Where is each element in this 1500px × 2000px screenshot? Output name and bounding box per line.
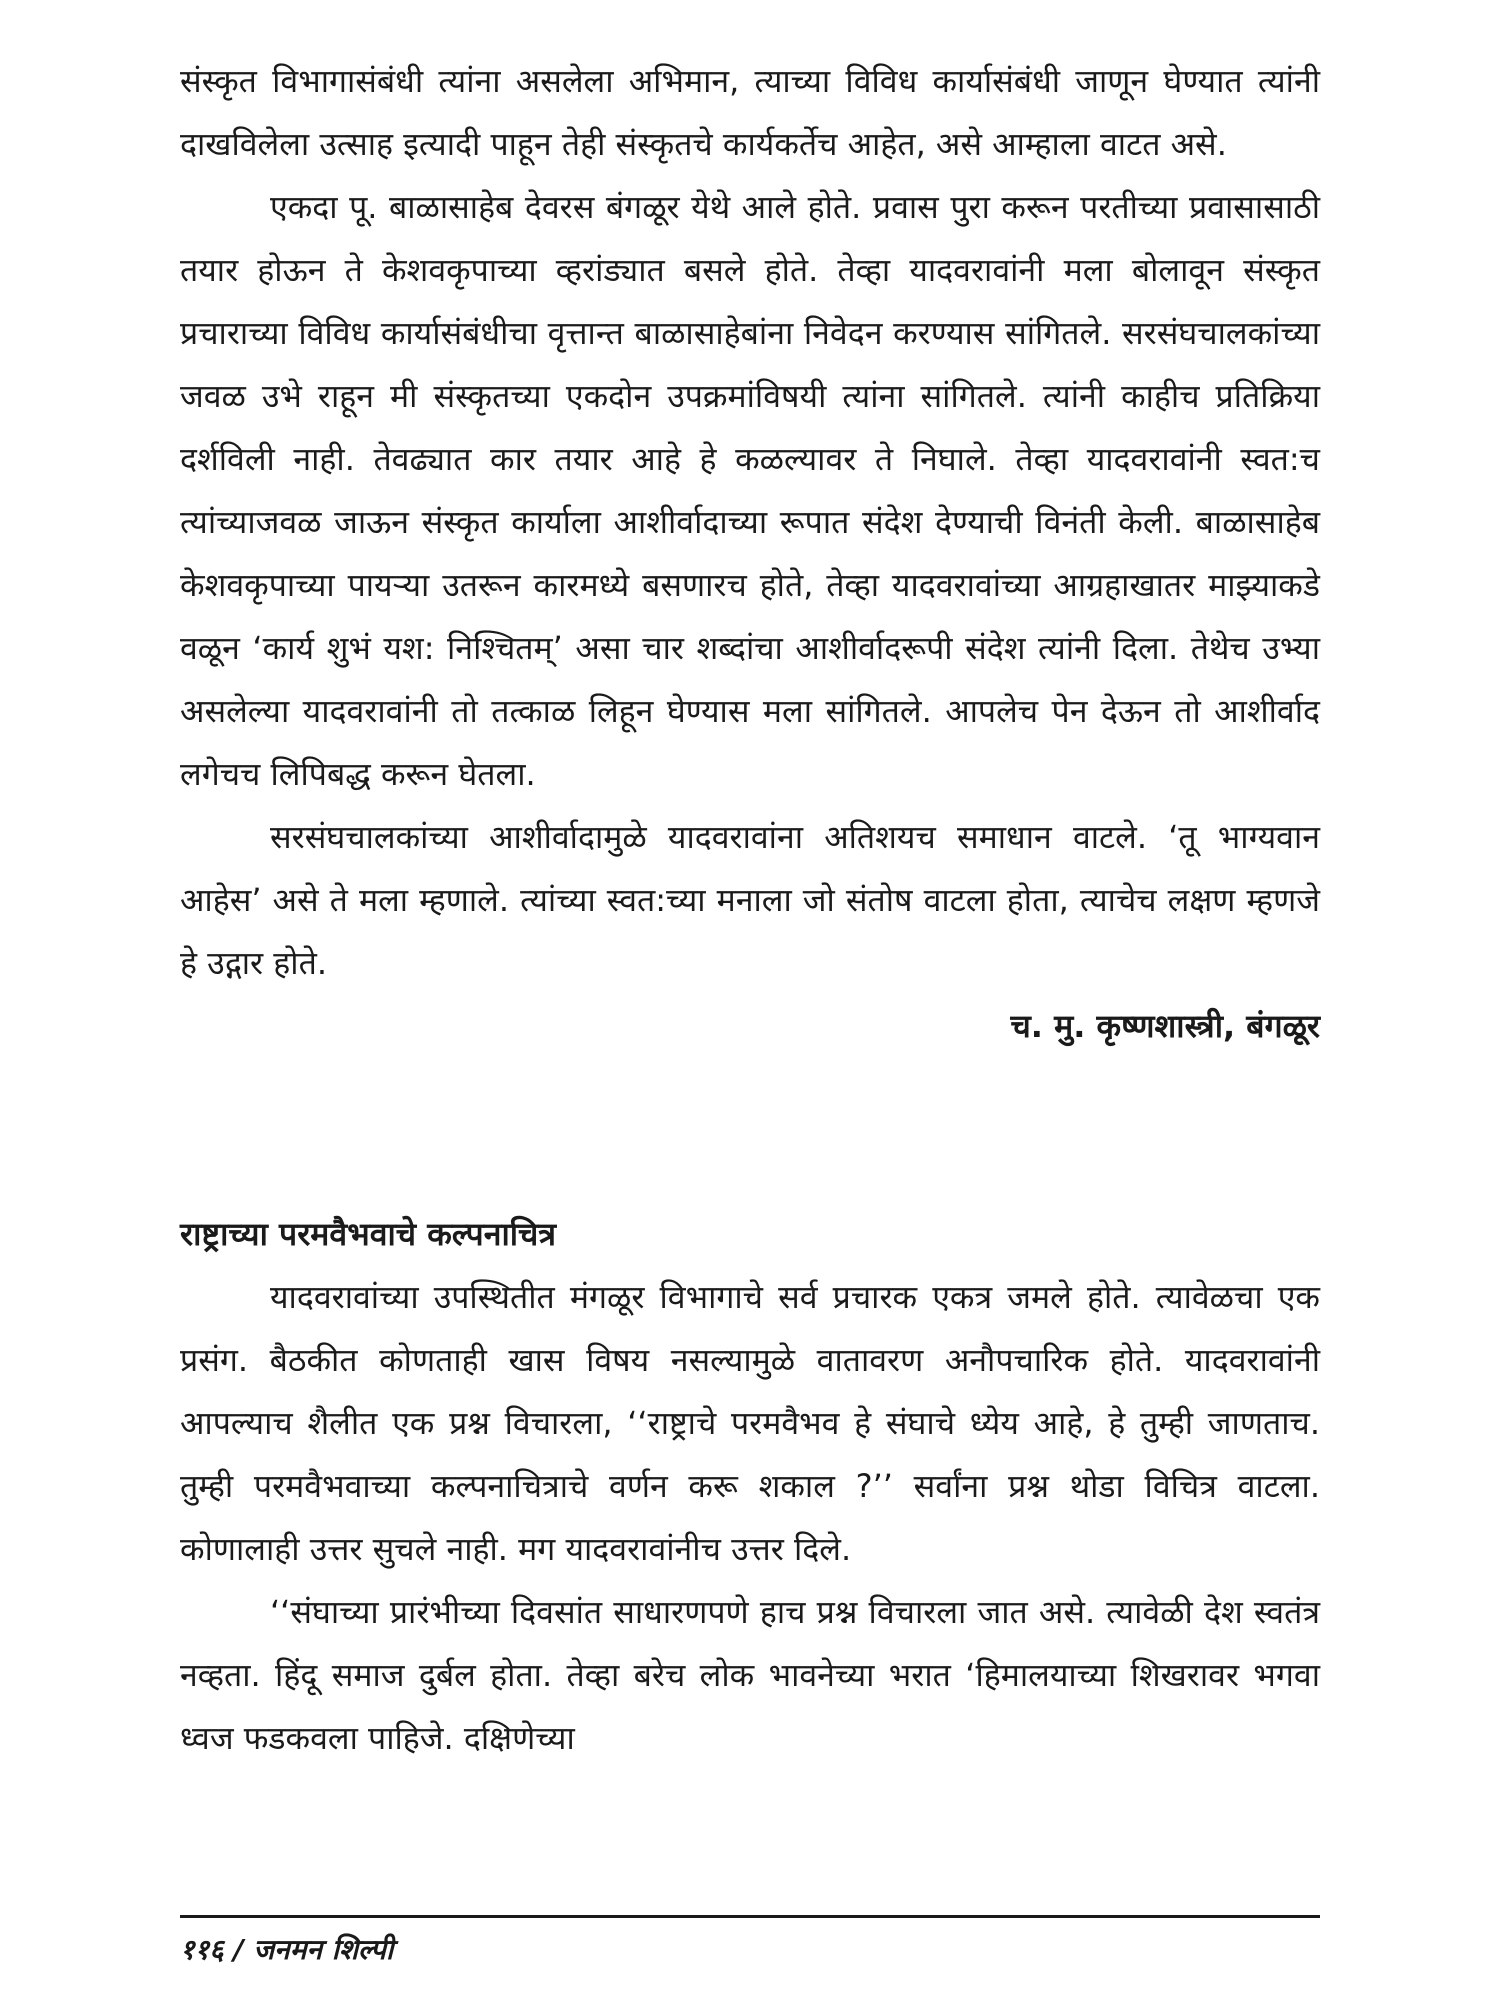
paragraph-balasaheb-visit: एकदा पू. बाळासाहेब देवरस बंगळूर येथे आले होते. प्रवास पुरा करून परतीच्या प्रवासासाठी तयार होऊन ते केशवकृपाच्या व्हरांड्यात बसले होते. तेव्हा यादवरावांनी मला बोलावून संस्कृत प्रचाराच्या विविध कार्यासंबंधीचा वृत्तान्त बाळासाहेबांना निवेदन करण्यास सांगितले. सरसंघचालकांच्या जवळ उभे राहून मी संस्कृतच्या एकदोन उपक्रमांविषयी त्यांना सांगितले. त्यांनी काहीच प्रतिक्रिया दर्शविली नाही. तेवढ्यात कार तयार आहे हे कळल्यावर ते निघाले. तेव्हा यादवरावांनी स्वत:च त्यांच्याजवळ जाऊन संस्कृत कार्याला आशीर्वादाच्या रूपात संदेश देण्याची विनंती केली. बाळासाहेब केशवकृपाच्या पायऱ्या उतरून कारमध्ये बसणारच होते, तेव्हा यादवरावांच्या आग्रहाखातर माझ्याकडे वळून ‘कार्य शुभं यश: निश्चितम्’ असा चार शब्दांचा आशीर्वादरूपी संदेश त्यांनी दिला. तेथेच उभ्या असलेल्या यादवरावांनी तो तत्काळ लिहून घेण्यास मला सांगितले. आपलेच पेन देऊन तो आशीर्वाद लगेचच लिपिबद्ध करून घेतला.	[180, 188, 1320, 793]
paragraph-sanskrit-pride: संस्कृत विभागासंबंधी त्यांना असलेला अभिमान, त्याच्या विविध कार्यासंबंधी जाणून घेण्यात त्यांनी दाखविलेला उत्साह इत्यादी पाहून तेही संस्कृतचे कार्यकर्तेच आहेत, असे आम्हाला वाटत असे.	[180, 62, 1320, 163]
footer-divider	[180, 1915, 1320, 1918]
author-signature: च. मु. कृष्णशास्त्री, बंगळूर	[1010, 1007, 1320, 1045]
paragraph-mangalore-meeting: यादवरावांच्या उपस्थितीत मंगळूर विभागाचे सर्व प्रचारक एकत्र जमले होते. त्यावेळचा एक प्रसंग. बैठकीत कोणताही खास विषय नसल्यामुळे वातावरण अनौपचारिक होते. यादवरावांनी आपल्याच शैलीत एक प्रश्न विचारला, ‘‘राष्ट्राचे परमवैभव हे संघाचे ध्येय आहे, हे तुम्ही जाणताच. तुम्ही परमवैभवाच्या कल्पनाचित्राचे वर्णन करू शकाल ?’’ सर्वांना प्रश्न थोडा विचित्र वाटला. कोणालाही उत्तर सुचले नाही. मग यादवरावांनीच उत्तर दिले.	[180, 1278, 1320, 1568]
paragraph-early-days: ‘‘संघाच्या प्रारंभीच्या दिवसांत साधारणपणे हाच प्रश्न विचारला जात असे. त्यावेळी देश स्वतंत्र नव्हता. हिंदू समाज दुर्बल होता. तेव्हा बरेच लोक भावनेच्या भरात ‘हिमालयाच्या शिखरावर भगवा ध्वज फडकवला पाहिजे. दक्षिणेच्या	[180, 1593, 1320, 1757]
paragraph-blessing-satisfaction: सरसंघचालकांच्या आशीर्वादामुळे यादवरावांना अतिशयच समाधान वाटले. ‘तू भाग्यवान आहेस’ असे ते मला म्हणाले. त्यांच्या स्वत:च्या मनाला जो संतोष वाटला होता, त्याचेच लक्षण म्हणजे हे उद्गार होते.	[180, 818, 1320, 982]
section-gap	[180, 1058, 1320, 1203]
page-footer: ११६ / जनमन शिल्पी	[180, 1933, 394, 1966]
book-page	[180, 50, 1320, 1966]
section-heading: राष्ट्राच्या परमवैभवाचे कल्पनाचित्र	[180, 1215, 557, 1253]
